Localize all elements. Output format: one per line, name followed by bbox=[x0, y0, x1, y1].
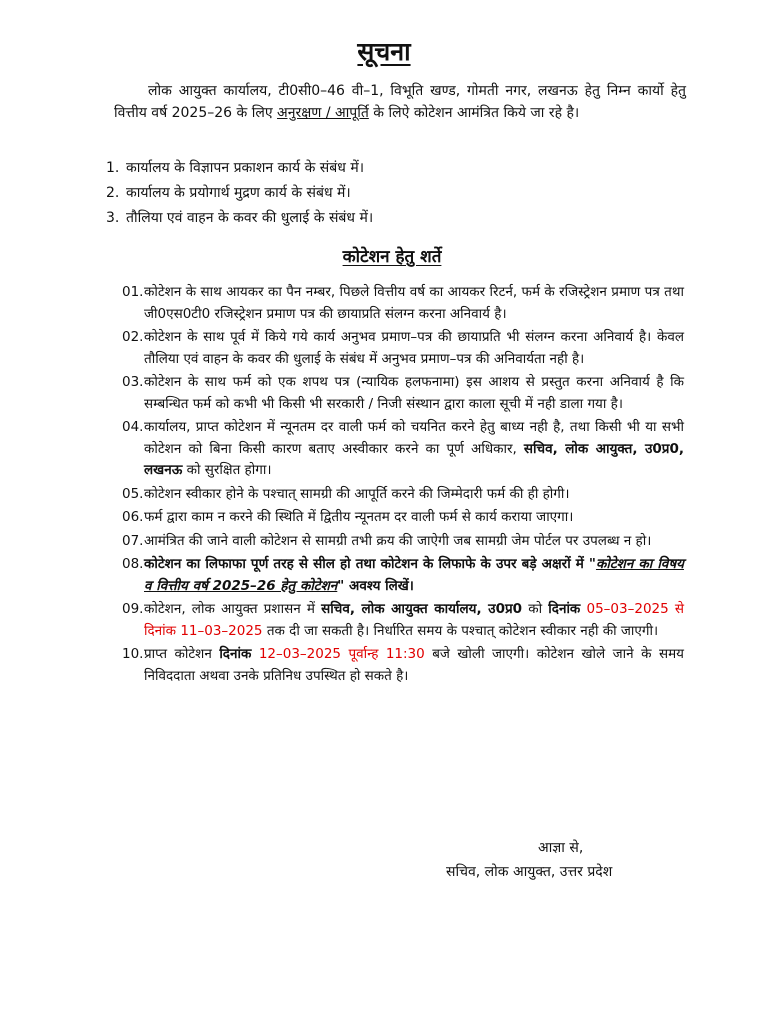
condition-item: 04. कार्यालय, प्राप्त कोटेशन में न्यूनतम दर वाली फर्म को चयनित करने हेतु बाध्य नही है, तथा किसी भी या सभी कोटेशन को बिना किसी कारण बताए अस्वीकार करने का पूर्ण अधिकार, सचिव, लोक आयुक्त, उ0प्र0, लखनऊ को सुरक्षित होगा। bbox=[122, 419, 684, 478]
opening-date: 12–03–2025 पूर्वान्ह 11:30 bbox=[258, 646, 425, 662]
intro-underlined-text: अनुरक्षण / आपूर्ति bbox=[277, 105, 369, 121]
condition-item: 02. कोटेशन के साथ पूर्व में किये गये कार्य अनुभव प्रमाण–पत्र की छायाप्रति भी संलग्न करना अनिवार्य है। केवल तौलिया एवं वाहन के कवर की धुलाई के संबंध में अनुभव प्रमाण–पत्र की अनिवार्यता नही है। bbox=[122, 329, 684, 367]
purpose-list bbox=[106, 156, 666, 231]
conditions-list bbox=[122, 282, 684, 689]
list-item: 3. तौलिया एवं वाहन के कवर की धुलाई के संबंध में। bbox=[106, 210, 374, 226]
notice-title: सूचना bbox=[357, 37, 411, 66]
condition-item: 01. कोटेशन के साथ आयकर का पैन नम्बर, पिछले वित्तीय वर्ष का आयकर रिटर्न, फर्म के रजिस्ट्रेशन प्रमाण पत्र तथा जी0एस0टी0 रजिस्ट्रेशन प्रमाण पत्र की छायाप्रति संलग्न करना अनिवार्य है। bbox=[122, 284, 684, 322]
condition-item: 07. आमंत्रित की जाने वाली कोटेशन से सामग्री तभी क्रय की जाऐगी जब सामग्री जेम पोर्टल पर उपलब्ध न हो। bbox=[122, 532, 652, 549]
condition-item: 08. कोटेशन का लिफाफा पूर्ण तरह से सील हो तथा कोटेशन के लिफाफे के उपर बड़े अक्षरों में "कोटेशन का विषय व वित्तीय वर्ष 2025–26 हेतु कोटेशन" अवश्य लिखें। bbox=[122, 556, 684, 594]
condition-item: 06. फर्म द्वारा काम न करने की स्थिति में द्वितीय न्यूनतम दर वाली फर्म से कार्य कराया जाएगा। bbox=[122, 509, 574, 525]
list-item: 1. कार्यालय के विज्ञापन प्रकाशन कार्य के संबंध में। bbox=[106, 160, 365, 176]
condition-item: 03. कोटेशन के साथ फर्म को एक शपथ पत्र (न्यायिक हलफनामा) इस आशय से प्रस्तुत करना अनिवार्य है कि सम्बन्धित फर्म को कभी भी किसी भी सरकारी / निजी संस्थान द्वारा काला सूची में नही डाला गया है। bbox=[122, 374, 684, 412]
signature-authority: सचिव, लोक आयुक्त, उत्तर प्रदेश bbox=[446, 864, 613, 880]
conditions-heading: कोटेशन हेतु शर्ते bbox=[342, 247, 442, 267]
submission-dates: 05–03–2025 से दिनांक 11–03–2025 bbox=[144, 601, 685, 639]
intro-paragraph: लोक आयुक्त कार्यालय, टी0सी0–46 वी–1, विभूति खण्ड, गोमती नगर, लखनऊ हेतु निम्न कार्यो हेतु वित्तीय वर्ष 2025–26 के लिए अनुरक्षण / आपूर्ति के लिऐ कोटेशन आमंत्रित किये जा रहे है। bbox=[114, 83, 686, 121]
condition-item: 10. प्राप्त कोटेशन दिनांक 12–03–2025 पूर्वान्ह 11:30 बजे खोली जाएगी। कोटेशन खोले जाने के समय निविददाता अथवा उनके प्रतिनिध उपस्थित हो सकते है। bbox=[122, 646, 684, 684]
list-item: 2. कार्यालय के प्रयोगार्थ मुद्रण कार्य के संबंध में। bbox=[106, 185, 351, 201]
condition-item: 09. कोटेशन, लोक आयुक्त प्रशासन में सचिव, लोक आयुक्त कार्यालय, उ0प्र0 को दिनांक 05–03–2025 से दिनांक 11–03–2025 तक दी जा सकती है। निर्धारित समय के पश्चात् कोटेशन स्वीकार नही की जाएगी। bbox=[122, 601, 685, 639]
condition-item: 05. कोटेशन स्वीकार होने के पश्चात् सामग्री की आपूर्ति करने की जिम्मेदारी फर्म की ही होगी। bbox=[122, 485, 570, 502]
signature-order-line: आज्ञा से, bbox=[538, 840, 584, 856]
